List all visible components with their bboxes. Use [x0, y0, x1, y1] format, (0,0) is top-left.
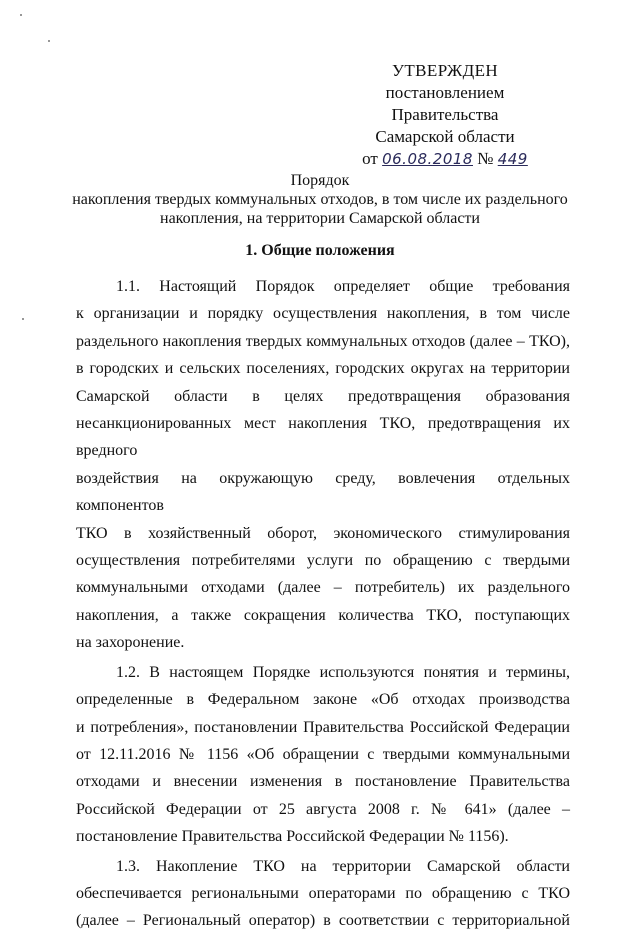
section-heading: 1. Общие положения	[245, 242, 395, 259]
text-line: ТКО в хозяйственный оборот, экономического стимулирования	[76, 524, 570, 542]
text-line: 1.2. В настоящем Порядке используются понятия и термины,	[116, 663, 570, 681]
text-line: в городских и сельских поселениях, городских округах на территории	[76, 360, 570, 378]
scan-speck	[20, 14, 22, 16]
text-line: к организации и порядку осуществления накопления, в том числе	[76, 305, 570, 323]
text-line: постановление Правительства Российской Федерации № 1156).	[76, 828, 509, 846]
scan-speck	[22, 318, 24, 320]
text-line: отходами и внесении изменения в постановление Правительства	[76, 773, 570, 791]
approval-region: Самарской области	[375, 127, 515, 146]
text-line: накопления, а также сокращения количества ТКО, поступающих	[76, 606, 570, 624]
text-line: несанкционированных мест накопления ТКО, предотвращения их вредного	[76, 415, 570, 460]
number-sign: №	[477, 149, 494, 168]
document-body	[76, 273, 570, 935]
text-line: воздействия на окружающую среду, вовлечения отдельных компонентов	[76, 469, 570, 515]
title-line-2: накопления твердых коммунальных отходов, в том числе их раздельного	[72, 191, 568, 208]
scan-speck	[48, 40, 50, 42]
approval-issuer: постановлением Правительства	[385, 83, 505, 124]
paragraph-1-1	[76, 273, 570, 657]
text-line: обеспечивается региональными операторами по обращению с ТКО	[76, 884, 570, 902]
text-line: Российской Федерации от 25 августа 2008 г. № 641» (далее –	[76, 800, 570, 818]
paragraph-1-2	[76, 659, 570, 851]
paragraph-1-3	[76, 853, 570, 935]
text-line: 1.1. Настоящий Порядок определяет общие требования	[116, 278, 570, 295]
text-line: коммунальными отходами (далее – потребитель) их раздельного	[76, 579, 570, 597]
handwritten-number: 449	[497, 150, 528, 168]
date-prefix: от	[362, 149, 378, 168]
text-line: определенные в Федеральном законе «Об отходах производства	[76, 691, 570, 709]
text-line: раздельного накопления твердых коммунальных отходов (далее – ТКО),	[76, 332, 570, 350]
approval-date-line	[340, 148, 550, 170]
document-title	[60, 171, 580, 228]
title-line-3: накопления, на территории Самарской области	[160, 210, 480, 227]
text-line: (далее – Региональный оператор) в соответствии с территориальной	[76, 912, 570, 930]
text-line: на захоронение.	[76, 634, 185, 652]
title-line-1: Порядок	[290, 172, 350, 189]
text-line: осуществления потребителями услуги по обращению с твердыми	[76, 552, 570, 570]
text-line: 1.3. Накопление ТКО на территории Самарской области	[116, 857, 570, 875]
text-line: и потребления», постановлении Правительства Российской Федерации	[76, 718, 570, 736]
approval-block	[340, 60, 550, 170]
approval-title: УТВЕРЖДЕН	[391, 61, 499, 80]
text-line: от 12.11.2016 № 1156 «Об обращении с твердыми коммунальными	[76, 745, 570, 763]
text-line: Самарской области в целях предотвращения образования	[76, 387, 570, 405]
handwritten-date: 06.08.2018	[382, 150, 473, 168]
